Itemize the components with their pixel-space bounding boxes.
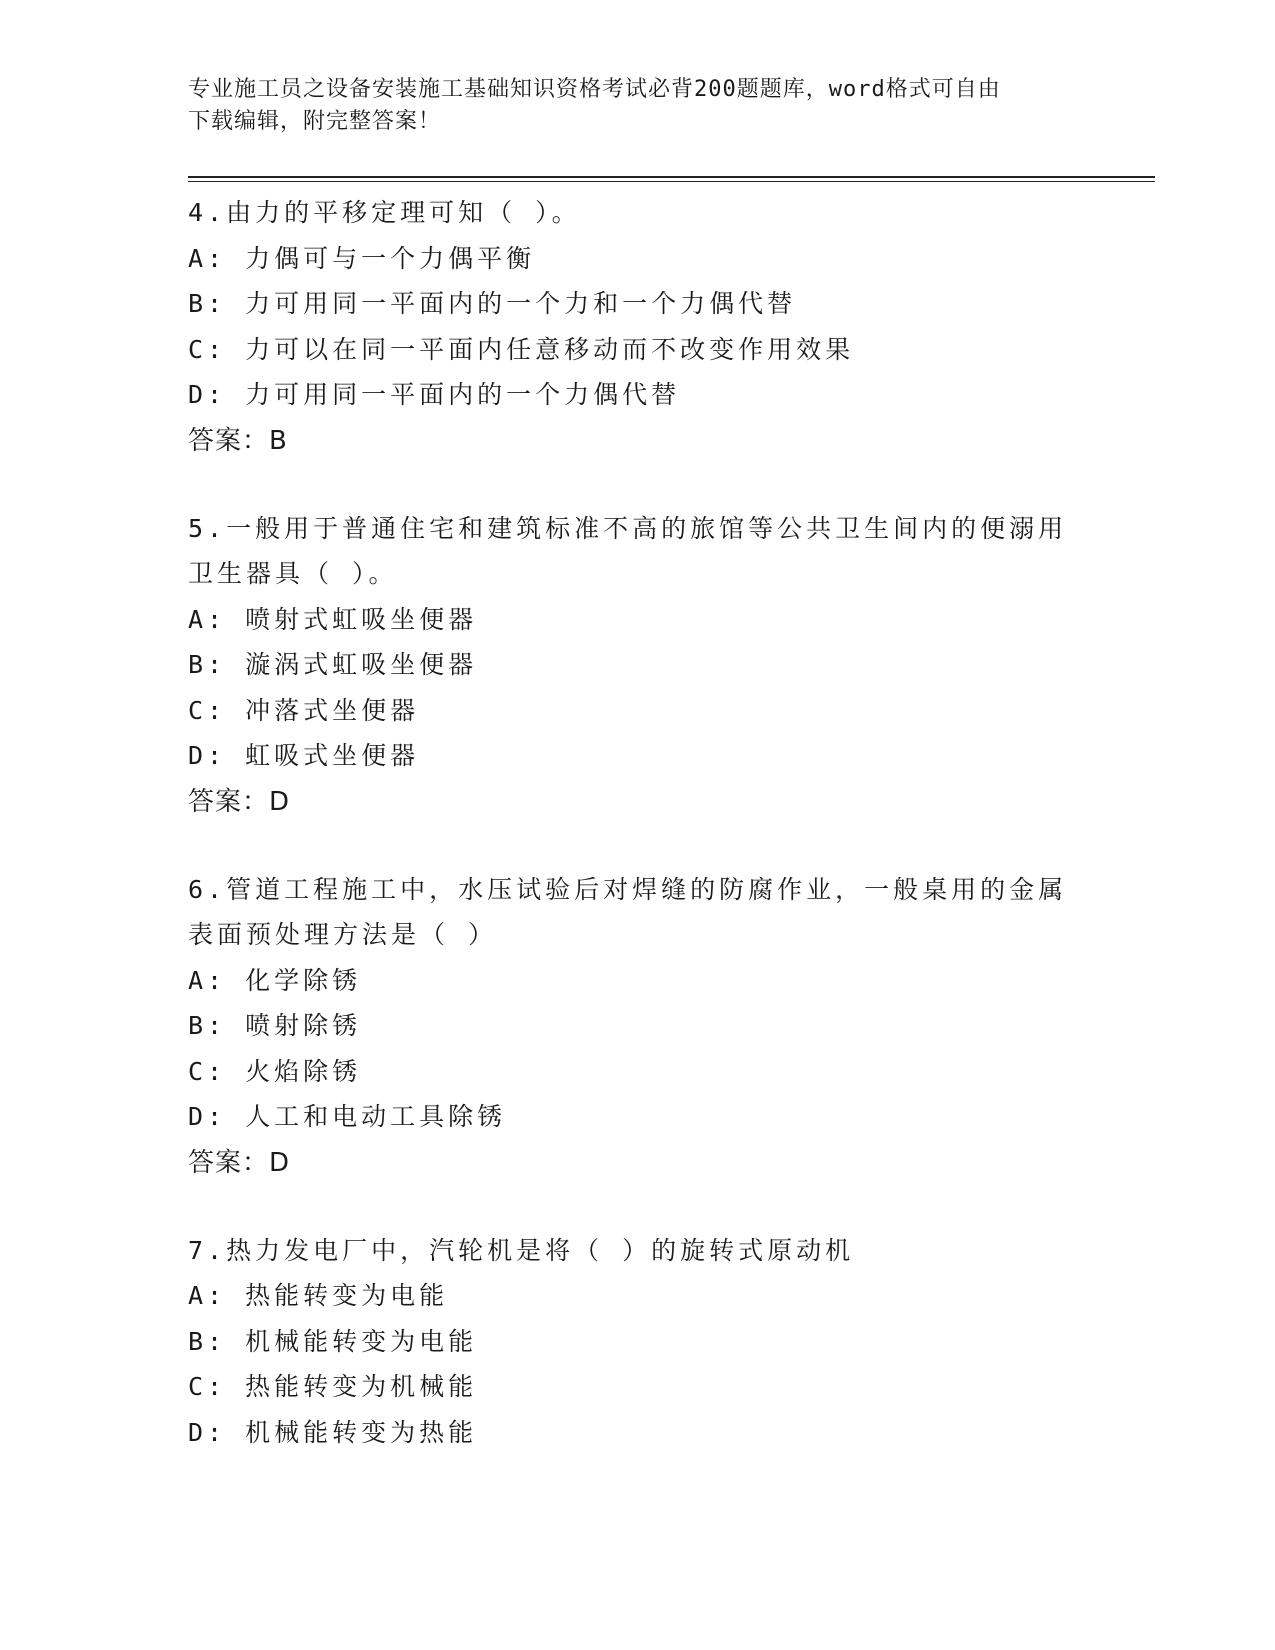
- option-a: [188, 597, 1088, 643]
- option-d: [188, 1410, 1088, 1456]
- header-line-2: 下载编辑，附完整答案！: [188, 109, 442, 134]
- option-text: 火焰除锈: [245, 1056, 362, 1086]
- option-text: 力可用同一平面内的一个力偶代替: [245, 380, 681, 409]
- option-c: [188, 1364, 1088, 1410]
- option-c: [188, 688, 1088, 734]
- option-d: [188, 372, 1088, 418]
- option-label: C:: [188, 695, 227, 725]
- question-number: 5.: [188, 513, 227, 543]
- option-text: 机械能转变为电能: [245, 1326, 478, 1356]
- option-a: [188, 958, 1088, 1004]
- option-label: B:: [188, 1326, 227, 1356]
- option-label: D:: [188, 1102, 227, 1131]
- option-text: 人工和电动工具除锈: [245, 1102, 507, 1131]
- option-text: 力偶可与一个力偶平衡: [245, 243, 536, 273]
- question-stem: [188, 506, 1088, 552]
- option-label: B:: [188, 1011, 227, 1040]
- answer-text: 答案：D: [188, 1147, 291, 1178]
- question-stem: [188, 1228, 1088, 1274]
- header-line-1: 专业施工员之设备安装施工基础知识资格考试必背200题题库，word格式可自由: [188, 77, 1001, 102]
- question-number: 7.: [188, 1235, 227, 1265]
- question-stem-continued: 表面预处理方法是（ ）: [188, 920, 498, 949]
- option-label: B:: [188, 289, 227, 318]
- question-number: 6.: [188, 874, 227, 904]
- option-text: 热能转变为电能: [245, 1281, 449, 1310]
- option-d: [188, 1094, 1088, 1140]
- option-text: 化学除锈: [245, 965, 362, 995]
- question-text: 一般用于普通住宅和建筑标准不高的旅馆等公共卫生间内的便溺用: [226, 513, 1068, 543]
- header-rule-thin: [188, 181, 1155, 182]
- answer-text: 答案：D: [188, 786, 291, 817]
- question-stem-continued: 卫生器具（ ）。: [188, 559, 398, 588]
- option-label: B:: [188, 650, 227, 679]
- option-label: D:: [188, 741, 227, 770]
- option-c: [188, 1049, 1088, 1095]
- option-text: 冲落式坐便器: [245, 695, 420, 725]
- question-text: 由力的平移定理可知（ ）。: [226, 198, 581, 227]
- option-label: C:: [188, 1056, 227, 1086]
- option-text: 热能转变为机械能: [245, 1372, 478, 1401]
- option-text: 漩涡式虹吸坐便器: [245, 650, 478, 679]
- option-text: 机械能转变为热能: [245, 1417, 478, 1447]
- option-d: [188, 733, 1088, 779]
- question-text: 管道工程施工中，水压试验后对焊缝的防腐作业，一般桌用的金属: [226, 874, 1068, 904]
- option-a: [188, 236, 1088, 282]
- header-rule-thick: [188, 176, 1155, 178]
- option-text: 虹吸式坐便器: [245, 741, 420, 770]
- option-label: A:: [188, 243, 227, 273]
- answer-text: 答案：B: [188, 425, 288, 456]
- option-label: C:: [188, 1372, 227, 1401]
- option-a: [188, 1273, 1088, 1319]
- option-text: 力可以在同一平面内任意移动而不改变作用效果: [245, 334, 855, 364]
- question-4: [188, 190, 1088, 464]
- option-label: A:: [188, 1281, 227, 1310]
- option-label: D:: [188, 1417, 227, 1447]
- option-text: 力可用同一平面内的一个力和一个力偶代替: [245, 289, 797, 318]
- question-stem: [188, 190, 1088, 236]
- question-list: [188, 190, 1088, 1497]
- option-text: 喷射除锈: [245, 1011, 362, 1040]
- option-b: [188, 1003, 1088, 1049]
- option-label: C:: [188, 334, 227, 364]
- option-b: [188, 281, 1088, 327]
- option-label: D:: [188, 380, 227, 409]
- option-label: A:: [188, 604, 227, 634]
- option-b: [188, 1319, 1088, 1365]
- question-5: [188, 506, 1088, 825]
- question-7: [188, 1228, 1088, 1456]
- option-text: 喷射式虹吸坐便器: [245, 604, 478, 634]
- question-6: [188, 867, 1088, 1186]
- option-b: [188, 642, 1088, 688]
- document-header: [188, 74, 1068, 138]
- question-number: 4.: [188, 198, 227, 227]
- question-stem: [188, 867, 1088, 913]
- option-label: A:: [188, 965, 227, 995]
- question-text: 热力发电厂中，汽轮机是将（ ）的旋转式原动机: [226, 1235, 855, 1265]
- option-c: [188, 327, 1088, 373]
